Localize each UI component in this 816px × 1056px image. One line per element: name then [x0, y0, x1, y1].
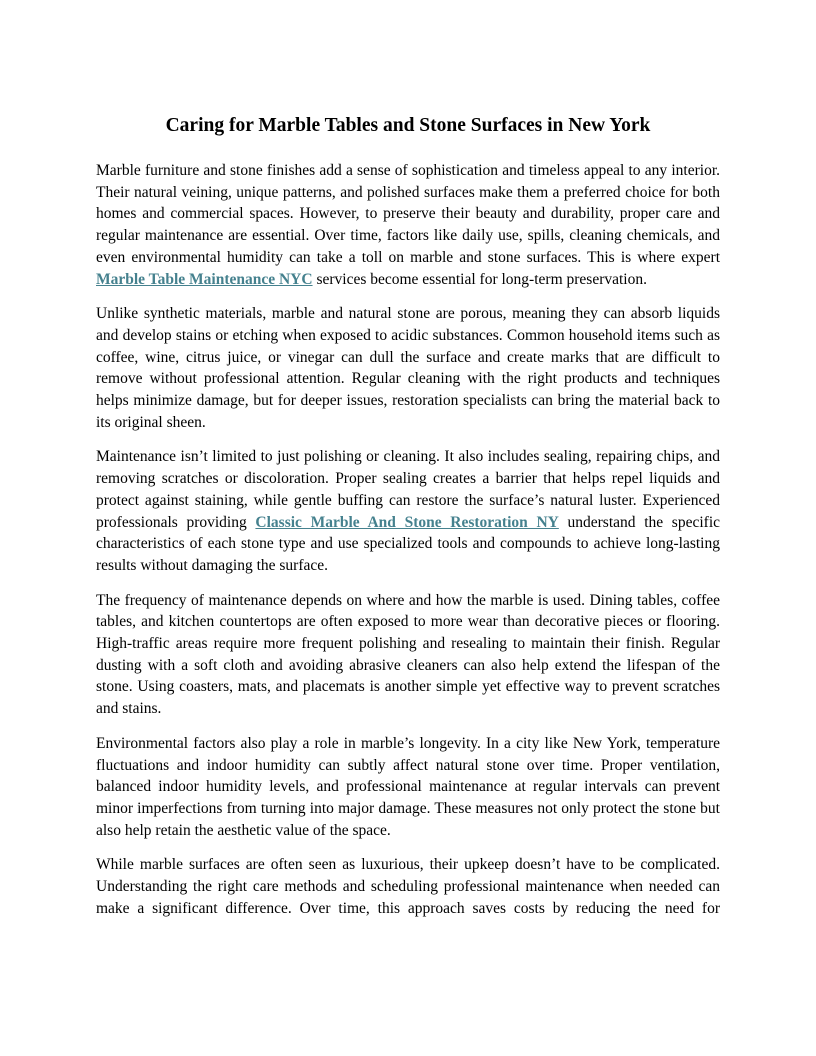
- marble-table-maintenance-nyc-link[interactable]: Marble Table Maintenance NYC: [96, 270, 313, 288]
- paragraph: [96, 854, 720, 919]
- text-run: The frequency of maintenance depends on where and how the marble is used. Dining tables, coffee tables, and kitchen countertops are often exposed to more wear than decorative pieces or flooring. High-traffic areas require more frequent polishing and resealing to maintain their finish. Regular dusting with a soft cloth and avoiding abrasive cleaners can also help extend the lifespan of the stone. Using coasters, mats, and placemats is another simple yet effective way to prevent scratches and stains.: [96, 591, 720, 718]
- paragraph: [96, 160, 720, 290]
- text-run: Maintenance isn’t limited to just polishing or cleaning. It also includes sealing, repairing chips, and removing scratches or discoloration. Proper sealing creates a barrier that helps repel liquids and protect against staining, while gentle buffing can restore the surface’s natural luster. Experienced professionals providing: [96, 448, 720, 531]
- paragraph: [96, 733, 720, 842]
- paragraph: [96, 446, 720, 576]
- text-run: services become essential for long-term preservation.: [312, 270, 647, 288]
- paragraph: [96, 590, 720, 720]
- text-run: Marble furniture and stone finishes add a sense of sophistication and timeless appeal to any interior. Their natural veining, unique patterns, and polished surfaces make them a preferred choice for both homes and commercial spaces. However, to preserve their beauty and durability, proper care and regular maintenance are essential. Over time, factors like daily use, spills, cleaning chemicals, and even environmental humidity can take a toll on marble and stone surfaces. This is where expert: [96, 162, 720, 266]
- document-title: Caring for Marble Tables and Stone Surfaces in New York: [165, 115, 651, 136]
- document-body: [96, 160, 720, 920]
- text-run: While marble surfaces are often seen as luxurious, their upkeep doesn’t have to be complicated. Understanding the right care methods and scheduling professional maintenance when needed can make a significant difference. Over time, this approach saves costs by reducing the need for: [96, 856, 720, 917]
- paragraph: [96, 303, 720, 433]
- classic-marble-and-stone-restoration-ny-link[interactable]: Classic Marble And Stone Restoration NY: [255, 513, 559, 531]
- text-run: Unlike synthetic materials, marble and natural stone are porous, meaning they can absorb liquids and develop stains or etching when exposed to acidic substances. Common household items such as coffee, wine, citrus juice, or vinegar can dull the surface and create marks that are difficult to remove without professional attention. Regular cleaning with the right products and techniques helps minimize damage, but for deeper issues, restoration specialists can bring the material back to its original sheen.: [96, 305, 720, 431]
- text-run: Environmental factors also play a role in marble’s longevity. In a city like New York, temperature fluctuations and indoor humidity can subtly affect natural stone over time. Proper ventilation, balanced indoor humidity levels, and professional maintenance at regular intervals can prevent minor imperfections from turning into major damage. These measures not only protect the stone but also help retain the aesthetic value of the space.: [96, 734, 720, 839]
- text-run: understand the specific characteristics of each stone type and use specialized tools and compounds to achieve long-lasting results without damaging the surface.: [96, 513, 720, 574]
